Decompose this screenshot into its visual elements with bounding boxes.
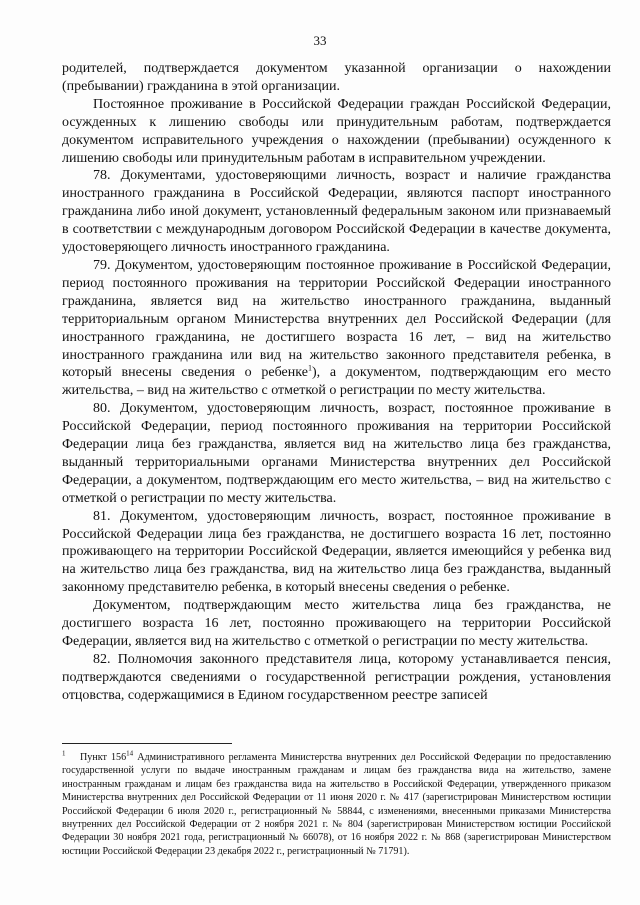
paragraph-79 xyxy=(62,257,611,400)
footnote-text xyxy=(62,751,611,858)
paragraph-convicts-residence: Постоянное проживание в Российской Федерации граждан Российской Федерации, осужденных к лишению свободы или принудительным работам, подтверждается документом исправительного учреждения о нахождении (пребывании) осужденного к лишению свободы или принудительным работам в исправительном учреждении. xyxy=(62,96,611,166)
footnote xyxy=(62,751,611,858)
paragraph-82: 82. Полномочия законного представителя лица, которому устанавливается пенсия, подтверждаются сведениями о государственной регистрации рождения, установления отцовства, содержащимися в Едином государственном реестре записей xyxy=(62,651,611,703)
paragraph-continuation: родителей, подтверждается документом указанной организации о нахождении (пребывании) гражданина в этой организации. xyxy=(62,61,611,94)
footnote-divider xyxy=(62,743,232,744)
footnote-marker xyxy=(62,751,80,764)
footnote-marker-number: 1 xyxy=(62,749,66,758)
paragraph-80: 80. Документом, удостоверяющим личность, возраст, постоянное проживание в Российской Федерации, период постоянного проживания на территории Российской Федерации лица без гражданства, является вид на жительство лица без гражданства, выданный территориальными органами Министерства внутренних дел Российской Федерации, а документом, подтверждающим его место жительства, – вид на жительство с отметкой о регистрации по месту жительства. xyxy=(62,401,611,506)
paragraph-81: 81. Документом, удостоверяющим личность, возраст, постоянное проживание в Российской Федерации лица без гражданства, не достигшего возраста 16 лет, постоянно проживающего на территории Российской Федерации, является имеющийся у ребенка вид на жительство лица без гражданства, вид на жительство лица без гражданства, выданный законному представителю ребенка, в который внесены сведения о ребенке. xyxy=(62,508,611,596)
body-text xyxy=(62,60,611,705)
footnote-text-end: Административного регламента Министерства внутренних дел Российской Федерации по предоставлению государственной услуги по выдаче иностранным гражданам и лицам без гражданства вида на жительство, замене иностранным гражданам и лицам без гражданства вида на жительство в Российской Федерации, утвержденного приказом Министерства внутренних дел Российской Федерации от 11 июня 2020 г. № 417 (зарегистрирован Министерством юстиции Российской Федерации 6 июля 2020 г., регистрационный № 58844, с изменениями, внесенными приказами Министерства внутренних дел Российской Федерации от 2 ноября 2021 г. № 804 (зарегистрирован Министерством юстиции Российской Федерации 30 ноября 2021 года, регистрационный № 66078), от 16 ноября 2022 г. № 868 (зарегистрирован Министерством юстиции Российской Федерации 23 декабря 2022 г., регистрационный № 71791). xyxy=(62,752,611,857)
footnote-reference: 1 xyxy=(307,363,312,373)
paragraph-79-text-end: ), а документом, подтверждающим его место жительства, – вид на жительство с отметкой о регистрации по месту жительства. xyxy=(62,365,612,399)
page-number: 33 xyxy=(313,33,327,48)
footnote-superscript: 14 xyxy=(126,749,134,758)
paragraph-81-residence: Документом, подтверждающим место жительства лица без гражданства, не достигшего возраста 16 лет, постоянно проживающего на территории Российской Федерации, является вид на жительство с отметкой о регистрации по месту жительства. xyxy=(62,598,611,649)
footnote-text-start: Пункт 156 xyxy=(80,752,127,763)
paragraph-78: 78. Документами, удостоверяющими личность, возраст и наличие гражданства иностранного гражданина в Российской Федерации, являются паспорт иностранного гражданина либо иной документ, установленный федеральным законом или признаваемый в соответствии с международным договором Российской Федерации в качестве документа, удостоверяющего личность иностранного гражданина. xyxy=(62,168,611,256)
paragraph-79-text-start: 79. Документом, удостоверяющим постоянное проживание в Российской Федерации, период постоянного проживания на территории Российской Федерации иностранного гражданина, является вид на жительство иностранного гражданина, выданный территориальным органом Министерства внутренних дел Российской Федерации (для иностранного гражданина, не достигшего возраста 16 лет, – вид на жительство иностранного гражданина или вид на жительство законного представителя ребенка, в который внесены сведения о ребенке xyxy=(62,257,611,381)
